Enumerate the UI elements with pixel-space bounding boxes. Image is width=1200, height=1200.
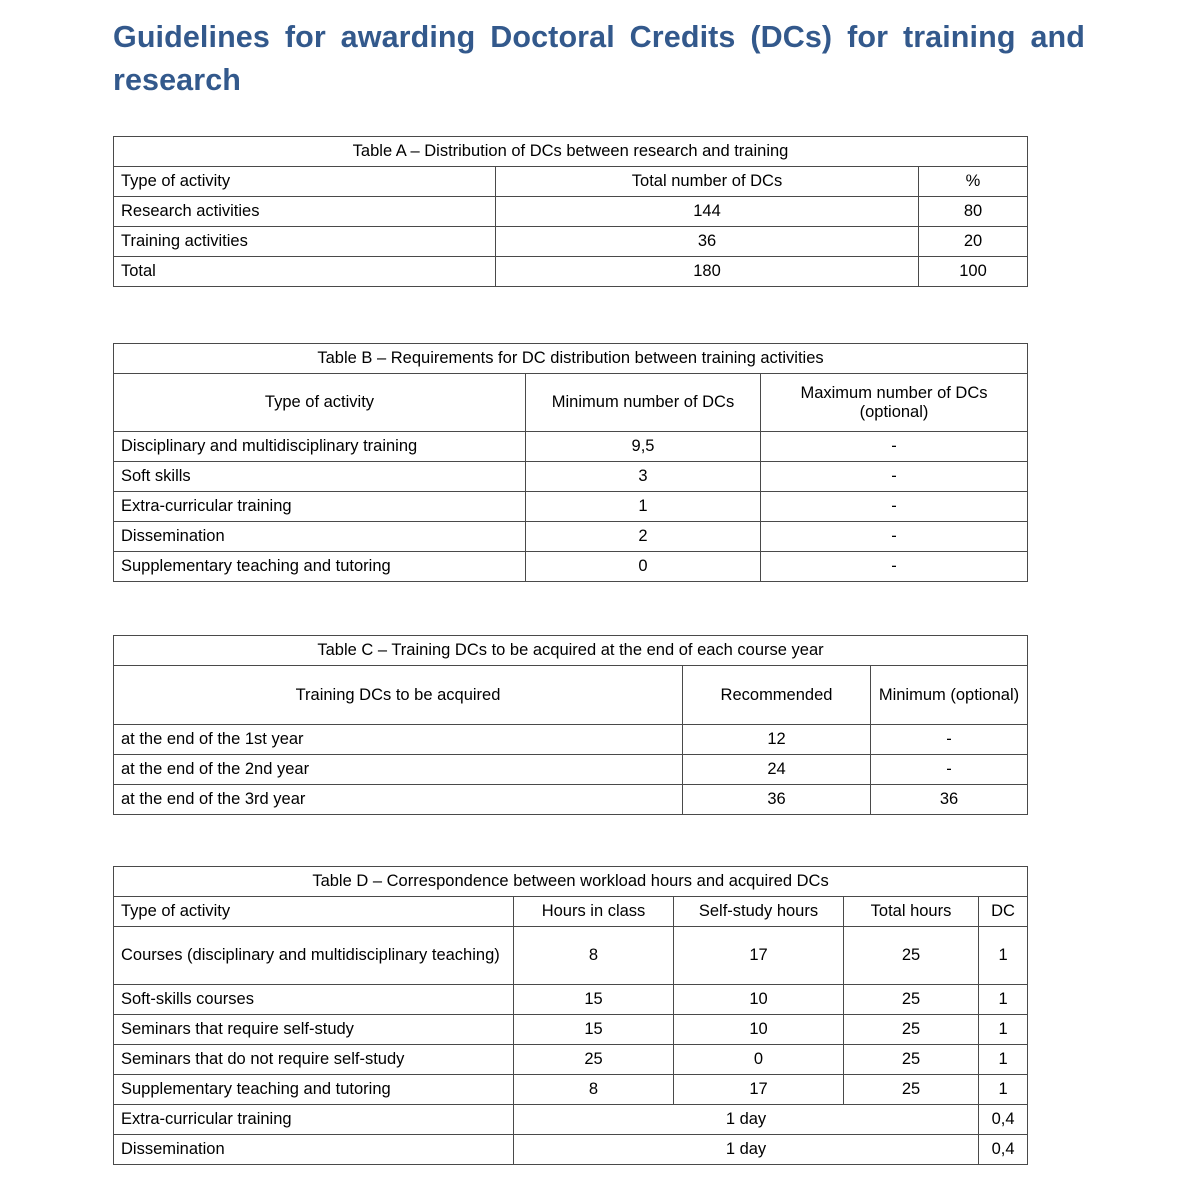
table-d-col-type: Type of activity [114,897,514,927]
table-b-cell: Extra-curricular training [114,492,526,522]
table-row [114,1045,1028,1075]
page-title: Guidelines for awarding Doctoral Credits (DCs) for training and research [113,20,1085,98]
table-d-cell: 10 [674,985,844,1015]
table-b-cell: Soft skills [114,462,526,492]
table-d-cell: 15 [514,985,674,1015]
table-b-cell: Supplementary teaching and tutoring [114,552,526,582]
table-row [114,492,1028,522]
table-d-cell: Soft-skills courses [114,985,514,1015]
table-row [114,257,1028,287]
table-row [114,227,1028,257]
table-a-col-pct: % [919,167,1028,197]
table-c-cell: at the end of the 1st year [114,725,683,755]
table-b-header-row [114,374,1028,432]
table-a-cell: 100 [919,257,1028,287]
table-d-cell: Supplementary teaching and tutoring [114,1075,514,1105]
table-d-header-row [114,897,1028,927]
table-d-cell: 25 [514,1045,674,1075]
table-d-cell: Seminars that do not require self-study [114,1045,514,1075]
table-c-cell: - [871,725,1028,755]
table-a-header-row [114,167,1028,197]
table-row [114,432,1028,462]
table-row [114,1135,1028,1165]
table-d-cell: 25 [844,1045,979,1075]
table-c-cell: 36 [683,785,871,815]
table-a-caption: Table A – Distribution of DCs between research and training [114,137,1028,167]
table-b-cell: 1 [526,492,761,522]
table-a-cell: 20 [919,227,1028,257]
table-d-cell: 0,4 [979,1135,1028,1165]
table-d-cell: 15 [514,1015,674,1045]
table-c-cell: 12 [683,725,871,755]
table-b-cell: 3 [526,462,761,492]
table-row [114,755,1028,785]
table-c-cell: at the end of the 3rd year [114,785,683,815]
table-b-col-min: Minimum number of DCs [526,374,761,432]
table-d-cell: 25 [844,1015,979,1045]
table-d-cell: Dissemination [114,1135,514,1165]
table-d-caption-row [114,867,1028,897]
table-b-caption: Table B – Requirements for DC distribution between training activities [114,344,1028,374]
table-b-cell: 0 [526,552,761,582]
table-d-cell: 17 [674,927,844,985]
table-d-col-hours-class: Hours in class [514,897,674,927]
table-row [114,1015,1028,1045]
table-c-cell: 24 [683,755,871,785]
table-d-col-self-study: Self-study hours [674,897,844,927]
table-a-col-type: Type of activity [114,167,496,197]
table-b-cell: - [761,522,1028,552]
table-b-cell: Disciplinary and multidisciplinary training [114,432,526,462]
table-c-cell: at the end of the 2nd year [114,755,683,785]
table-d-cell: 1 [979,1045,1028,1075]
table-d-col-dc: DC [979,897,1028,927]
table-a-cell: Research activities [114,197,496,227]
table-row [114,725,1028,755]
table-d-cell: 0,4 [979,1105,1028,1135]
table-c-cell: 36 [871,785,1028,815]
table-a-col-total: Total number of DCs [496,167,919,197]
table-d-cell: 1 [979,985,1028,1015]
table-a-cell: 144 [496,197,919,227]
table-b-cell: Dissemination [114,522,526,552]
table-d-cell: 25 [844,1075,979,1105]
table-b-col-type: Type of activity [114,374,526,432]
table-row [114,197,1028,227]
table-d-cell: 17 [674,1075,844,1105]
table-d-cell: Extra-curricular training [114,1105,514,1135]
table-d-cell: 1 [979,1075,1028,1105]
table-b-col-max: Maximum number of DCs (optional) [761,374,1028,432]
table-b-cell: - [761,552,1028,582]
table-d [113,866,1028,1165]
table-a-cell: Training activities [114,227,496,257]
table-d-cell-merged: 1 day [514,1105,979,1135]
table-d-cell: 10 [674,1015,844,1045]
table-d-cell: 25 [844,927,979,985]
table-d-cell: Seminars that require self-study [114,1015,514,1045]
table-c-cell: - [871,755,1028,785]
table-d-cell-merged: 1 day [514,1135,979,1165]
table-a [113,136,1028,287]
table-a-caption-row [114,137,1028,167]
table-a-cell: 36 [496,227,919,257]
table-row [114,927,1028,985]
table-c-caption-row [114,636,1028,666]
table-row [114,985,1028,1015]
table-a-cell: 80 [919,197,1028,227]
table-b-cell: - [761,492,1028,522]
table-d-cell: Courses (disciplinary and multidisciplinary teaching) [114,927,514,985]
table-c-caption: Table C – Training DCs to be acquired at the end of each course year [114,636,1028,666]
table-d-cell: 8 [514,1075,674,1105]
table-row [114,462,1028,492]
table-row [114,1075,1028,1105]
table-row [114,785,1028,815]
table-row [114,1105,1028,1135]
table-c-header-row [114,666,1028,725]
table-c [113,635,1028,815]
table-d-cell: 1 [979,1015,1028,1045]
table-b-cell: - [761,462,1028,492]
table-row [114,522,1028,552]
table-b-cell: 2 [526,522,761,552]
table-d-cell: 0 [674,1045,844,1075]
table-b-cell: 9,5 [526,432,761,462]
table-c-col-minimum: Minimum (optional) [871,666,1028,725]
table-row [114,552,1028,582]
table-c-col-training: Training DCs to be acquired [114,666,683,725]
table-d-caption: Table D – Correspondence between workload hours and acquired DCs [114,867,1028,897]
table-a-cell: 180 [496,257,919,287]
table-b-caption-row [114,344,1028,374]
table-d-col-total-hours: Total hours [844,897,979,927]
table-b [113,343,1028,582]
table-a-cell: Total [114,257,496,287]
table-c-col-recommended: Recommended [683,666,871,725]
table-b-cell: - [761,432,1028,462]
table-d-cell: 1 [979,927,1028,985]
table-d-cell: 8 [514,927,674,985]
table-d-cell: 25 [844,985,979,1015]
